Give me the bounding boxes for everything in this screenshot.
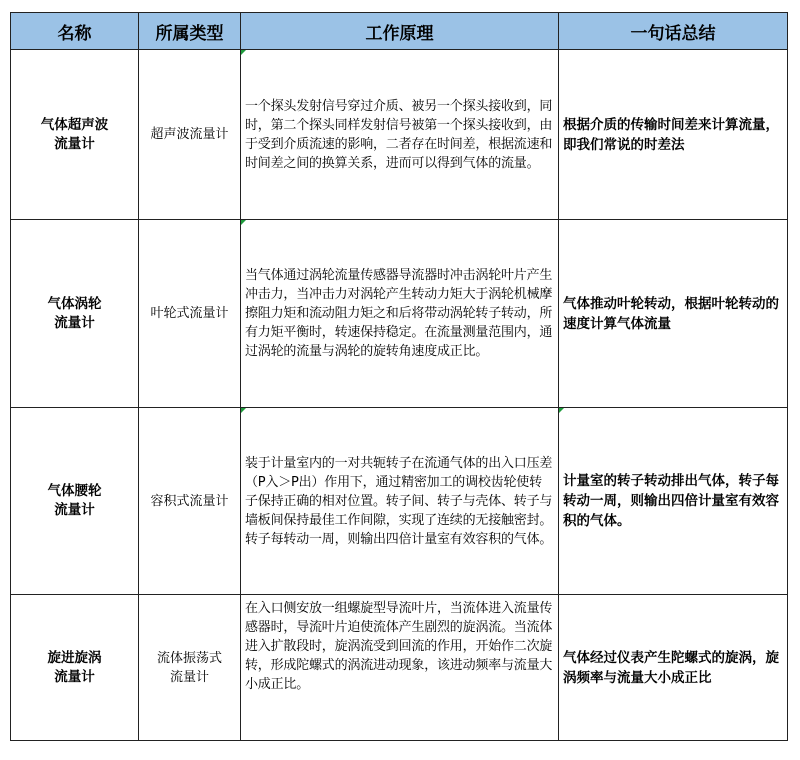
cell-comment-marker-icon <box>559 408 564 413</box>
header-type: 所属类型 <box>139 13 241 50</box>
table-row <box>11 408 788 595</box>
row-type-line1: 容积式流量计 <box>150 493 229 509</box>
row-summary-cell <box>559 220 788 408</box>
header-summary: 一句话总结 <box>559 13 788 50</box>
cell-comment-marker-icon <box>241 220 246 225</box>
row-type-cell <box>139 595 241 741</box>
row-principle-text: 一个探头发射信号穿过介质、被另一个探头接收到，同时，第二个探头同样发射信号被第一个探头接收到，由于受到介质流速的影响，二者存在时间差，根据流速和时间差之间的换算关系，进而可以得到气体的流量。 <box>245 98 553 171</box>
row-principle-text: 当气体通过涡轮流量传感器导流器时冲击涡轮叶片产生冲击力，当冲击力对涡轮产生转动力矩大于涡轮机械摩擦阻力矩和流动阻力矩之和后将带动涡轮转子转动，所有力矩平衡时，转速保持稳定。在流量测量范围内，通过涡轮的流量与涡轮的旋转角速度成正比。 <box>245 268 553 359</box>
row-summary-text: 根据介质的传输时间差来计算流量，即我们常说的时差法 <box>563 116 779 153</box>
row-summary-text: 气体经过仪表产生陀螺式的旋涡，旋涡频率与流量大小成正比 <box>563 649 779 686</box>
row-name-line1: 气体超声波 <box>40 116 109 133</box>
row-name-cell <box>11 408 139 595</box>
comparison-table-container <box>10 12 788 741</box>
row-principle-cell <box>241 50 559 220</box>
row-type-line1: 流体振荡式 <box>156 650 222 666</box>
header-principle: 工作原理 <box>241 13 559 50</box>
row-summary-cell <box>559 408 788 595</box>
row-name-line2: 流量计 <box>54 668 95 685</box>
row-principle-cell <box>241 595 559 741</box>
header-row <box>11 13 788 50</box>
row-name-cell <box>11 595 139 741</box>
row-type-cell <box>139 408 241 595</box>
header-name: 名称 <box>11 13 139 50</box>
row-summary-cell <box>559 50 788 220</box>
table-row <box>11 595 788 741</box>
row-type-line1: 超声波流量计 <box>150 127 229 142</box>
row-name-cell <box>11 50 139 220</box>
row-name-line2: 流量计 <box>54 314 95 331</box>
row-principle-text: 在入口侧安放一组螺旋型导流叶片，当流体进入流量传感器时，导流叶片迫使流体产生剧烈的旋涡流。当流体进入扩散段时，旋涡流受到回流的作用，开始作二次旋转，形成陀螺式的涡流进动现象，该进动频率与流量大小成正比。 <box>245 601 553 692</box>
row-principle-cell <box>241 408 559 595</box>
flowmeter-comparison-table <box>10 12 788 741</box>
table-row <box>11 50 788 220</box>
row-name-line2: 流量计 <box>54 135 95 152</box>
row-type-line2: 流量计 <box>169 669 209 685</box>
row-summary-text: 计量室的转子转动排出气体，转子每转动一周，则输出四倍计量室有效容积的气体。 <box>563 473 779 529</box>
row-type-line1: 叶轮式流量计 <box>150 306 229 321</box>
row-summary-cell <box>559 595 788 741</box>
row-name-line1: 气体腰轮 <box>47 483 102 499</box>
row-name-line1: 气体涡轮 <box>47 295 102 312</box>
cell-comment-marker-icon <box>241 408 246 413</box>
row-summary-text: 气体推动叶轮转动，根据叶轮转动的速度计算气体流量 <box>563 295 779 332</box>
row-name-line2: 流量计 <box>54 502 95 518</box>
row-name-line1: 旋进旋涡 <box>47 649 102 666</box>
row-name-cell <box>11 220 139 408</box>
row-principle-cell <box>241 220 559 408</box>
row-principle-text: 装于计量室内的一对共轭转子在流通气体的出入口压差（P入＞P出）作用下，通过精密加工的调校齿轮使转子保持正确的相对位置。转子间、转子与壳体、转子与墙板间保持最佳工作间隙，实现了连续的无接触密封。转子每转动一周，则输出四倍计量室有效容积的气体。 <box>245 455 553 547</box>
table-row <box>11 220 788 408</box>
row-type-cell <box>139 50 241 220</box>
cell-comment-marker-icon <box>241 50 246 55</box>
row-type-cell <box>139 220 241 408</box>
